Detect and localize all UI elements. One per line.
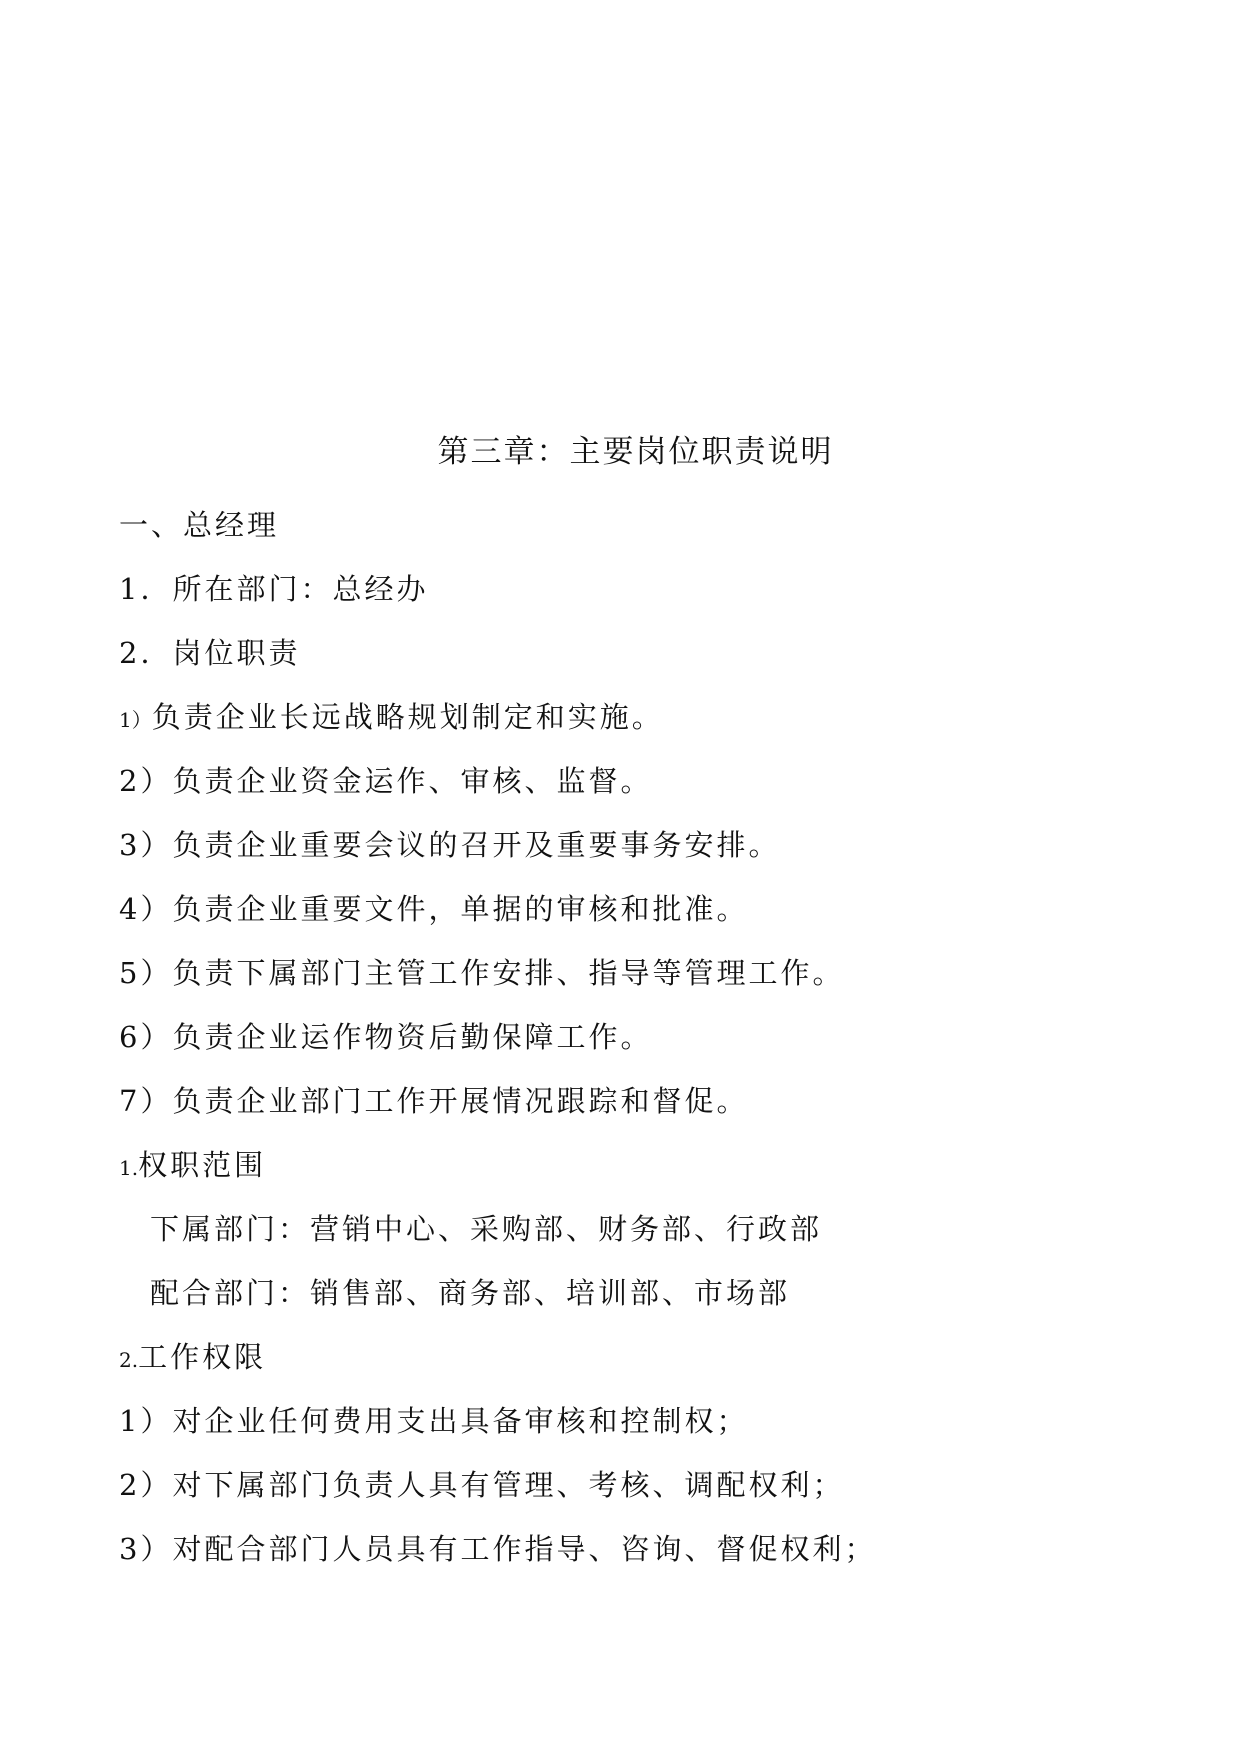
duty-number: 1） (119, 708, 152, 732)
section-heading: 一、总经理 (119, 508, 280, 542)
authority-text: 对配合部门人员具有工作指导、咨询、督促权利； (172, 1532, 877, 1566)
authority-number: 1） (119, 1404, 173, 1438)
authority-heading (119, 1337, 266, 1380)
duty-number: 6） (119, 1020, 173, 1054)
duty-text: 负责企业运作物资后勤保障工作。 (172, 1020, 653, 1054)
scope-heading (119, 1145, 266, 1188)
authority-item (119, 1401, 748, 1441)
duty-number: 4） (119, 892, 173, 926)
duty-text: 负责企业资金运作、审核、监督。 (172, 764, 653, 798)
department-line: 1．所在部门：总经办 (119, 572, 429, 606)
duty-number: 5） (119, 956, 173, 990)
authority-item (119, 1529, 876, 1569)
authority-text: 对企业任何费用支出具备审核和控制权； (172, 1404, 749, 1438)
duty-text: 负责企业长远战略规划制定和实施。 (151, 700, 664, 734)
duty-text: 负责企业重要文件，单据的审核和批准。 (172, 892, 749, 926)
duty-item (119, 761, 652, 801)
duty-number: 2） (119, 764, 173, 798)
duty-item (119, 953, 844, 993)
duty-item (119, 697, 664, 740)
duty-item (119, 1081, 748, 1121)
chapter-title: 第三章：主要岗位职责说明 (437, 434, 834, 470)
authority-number: 2） (119, 1468, 173, 1502)
duty-number: 3） (119, 828, 173, 862)
authority-heading-text: 工作权限 (138, 1340, 267, 1374)
duty-item (119, 1017, 652, 1057)
scope-heading-text: 权职范围 (138, 1148, 267, 1182)
scope-heading-number: 1. (119, 1156, 139, 1180)
duty-text: 负责企业重要会议的召开及重要事务安排。 (172, 828, 781, 862)
subordinate-departments: 下属部门：营销中心、采购部、财务部、行政部 (150, 1212, 823, 1246)
authority-item (119, 1465, 844, 1505)
duty-text: 负责企业部门工作开展情况跟踪和督促。 (172, 1084, 749, 1118)
duty-text: 负责下属部门主管工作安排、指导等管理工作。 (172, 956, 845, 990)
cooperating-departments: 配合部门：销售部、商务部、培训部、市场部 (150, 1276, 791, 1310)
authority-number: 3） (119, 1532, 173, 1566)
authority-text: 对下属部门负责人具有管理、考核、调配权利； (172, 1468, 845, 1502)
duty-item (119, 889, 748, 929)
duty-number: 7） (119, 1084, 173, 1118)
duty-item (119, 825, 780, 865)
authority-heading-number: 2. (119, 1348, 139, 1372)
duties-heading: 2．岗位职责 (119, 636, 301, 670)
